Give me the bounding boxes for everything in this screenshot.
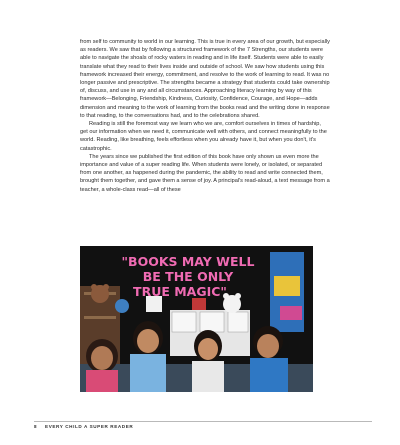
body-text (80, 38, 330, 194)
footer-rule (34, 421, 372, 422)
banner-line-2: BE THE ONLY (142, 269, 234, 284)
page-footer (34, 424, 133, 429)
paragraph-3: The years since we published the first edition of this book have only shown us even more the importance and value of a super reading life. When students were lonely, or isolated, or separated from one another, as happened during the pandemic, the ability to read and write connected them, brought them together, and gave them a sense of joy. A principal's read-aloud, a text message from a teacher, a whole-class read—all of these (80, 153, 330, 193)
classroom-photo (80, 246, 313, 392)
child-center-left (130, 321, 166, 392)
child-left (86, 339, 118, 392)
banner-line-3: TRUE MAGIC" (133, 284, 227, 299)
child-center (192, 330, 224, 392)
banner-line-1: "BOOKS MAY WELL (121, 254, 255, 269)
page-number: 8 (34, 424, 38, 429)
paragraph-2: Reading is still the foremost way we learn who we are, comfort ourselves in times of hardship, get our information when we need it, communicate well with others, and connect meaningfully to the world. Reading, like breathing, feels effortless when you already have it, but when you don't, it's catastrophic. (80, 121, 327, 152)
running-title: EVERY CHILD A SUPER READER (45, 424, 134, 429)
paragraph-1: from self to community to world in our learning. This is true in every area of our growth, but especially as readers. We saw that by following a structured framework of the 7 Strengths, our students were able to navigate the shoals of rocky waters in reading and in life itself. Students were able to easily translate what they read to their lives inside and outside of school. We saw how students using this framework increased their energy, commitment, and resolve to the work of learning to read. It was no longer passive and prescriptive. The strengths became a strategy that students could take ownership of, discuss, and use in any and all circumstances. Approaching literacy learning by way of this framework—Belonging, Friendship, Kindness, Curiosity, Confidence, Courage, and Hope—adds dimension and meaning to the work of learning from the books read and the writing done in response to that reading, to the conversations had, and to the celebrations shared. (80, 39, 330, 119)
